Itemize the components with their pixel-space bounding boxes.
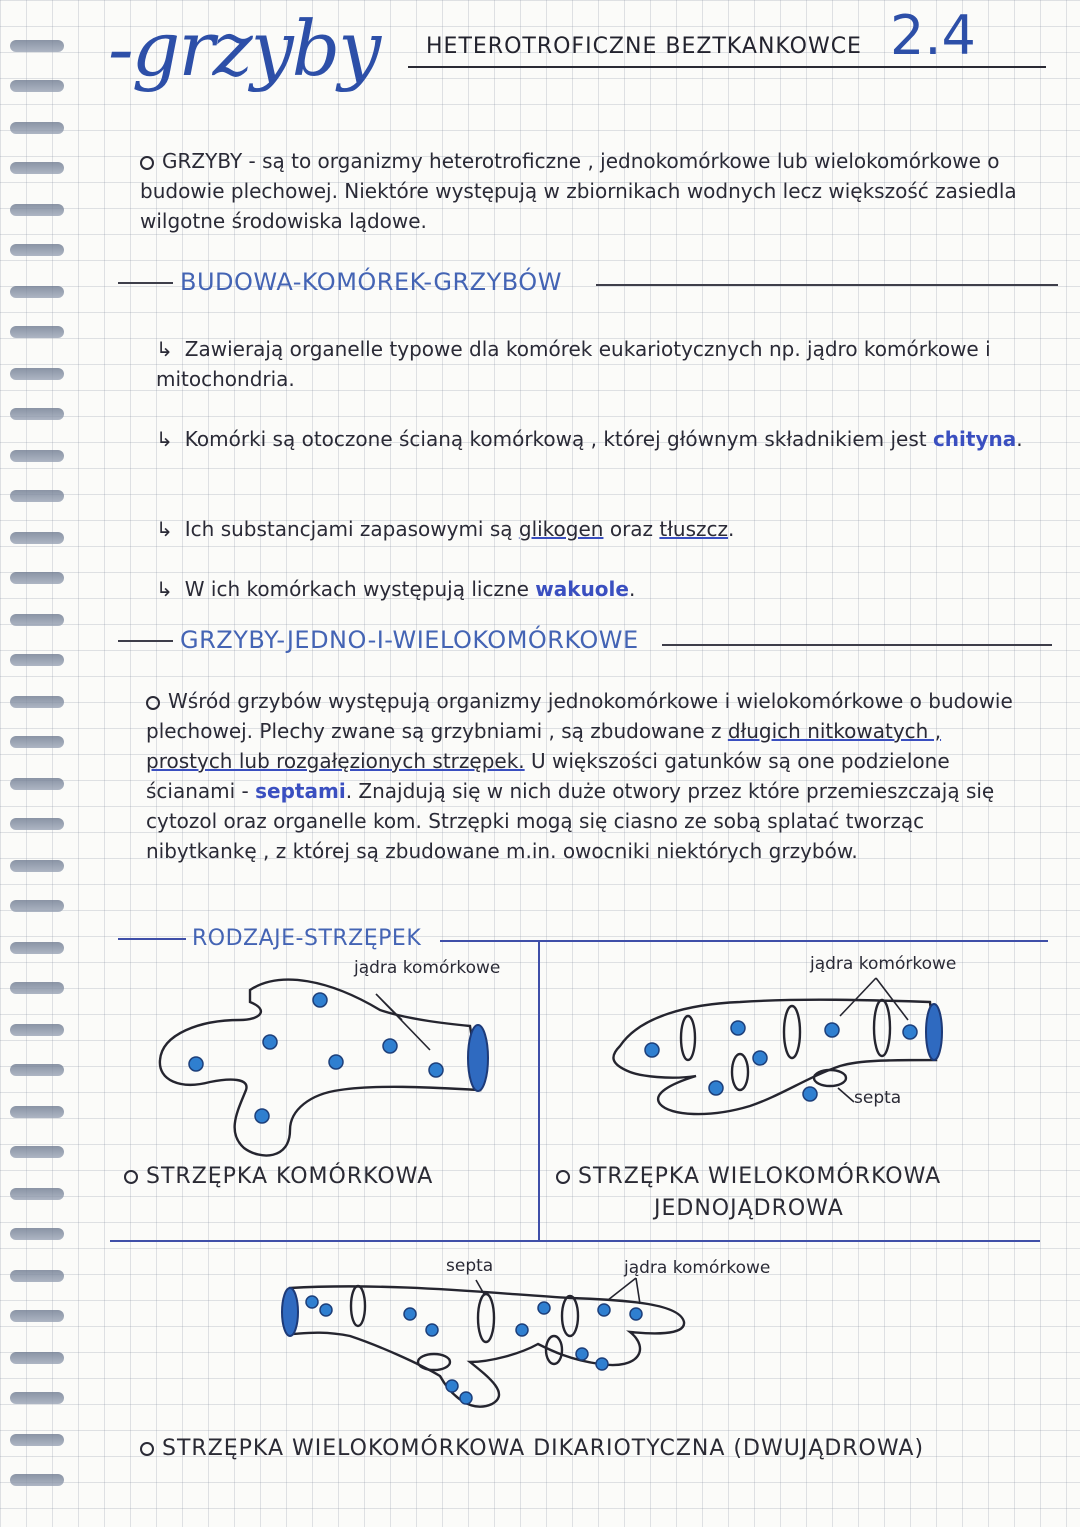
section-heading-jedno: GRZYBY-JEDNO-I-WIELOKOMÓRKOWE [180, 626, 639, 654]
label-nuclei-2: jądra komórkowe [810, 954, 957, 974]
budowa-item4-text: W ich komórkach występują liczne [184, 577, 529, 601]
bullet-icon [140, 156, 154, 170]
intro-lead: GRZYBY [162, 149, 243, 173]
page-subtitle: HETEROTROFICZNE BEZTKANKOWCE [426, 34, 862, 59]
arrow-icon: ↳ [156, 517, 173, 541]
caption-3 [140, 1436, 924, 1461]
section-rule-left [118, 640, 173, 642]
bullet-icon [124, 1170, 138, 1184]
label-nuclei-1: jądra komórkowe [354, 958, 501, 978]
jedno-underlined: długich nitkowatych , prostych lub rozgałęzionych strzępek. [146, 719, 942, 773]
section-rule-right [596, 284, 1058, 286]
list-item [156, 334, 1026, 394]
caption-2-line2: JEDNOJĄDROWA [654, 1196, 844, 1221]
intro-paragraph [140, 146, 1040, 236]
jedno-p1: Wśród grzybów występują organizmy jednokomórkowe i wielokomórkowe o budowie plechowej. Plechy zwane są grzybniami , są zbudowane z [146, 689, 1013, 743]
hypha-septate-mononuclear-diagram [600, 976, 960, 1126]
section-heading-rodzaje: RODZAJE-STRZĘPEK [192, 926, 422, 951]
caption-2 [556, 1164, 941, 1189]
jedno-p2: U większości gatunków są one podzielone ścianami - [146, 749, 950, 803]
hypha-septate-dikaryotic-diagram [270, 1274, 690, 1424]
caption-1-text: STRZĘPKA KOMÓRKOWA [146, 1164, 434, 1189]
arrow-icon: ↳ [156, 577, 173, 601]
bullet-icon [556, 1170, 570, 1184]
section-rule-left [118, 282, 173, 284]
bullet-icon [146, 696, 160, 710]
term-tluszcz: tłuszcz [659, 517, 729, 541]
section-rule-right [440, 940, 1048, 942]
list-item: ↳ Komórki są otoczone ścianą komórkową , której głównym składnikiem jest chityna. [156, 427, 1023, 451]
list-item: ↳ Ich substancjami zapasowymi są glikogen oraz tłuszcz. [156, 517, 735, 541]
caption-3-text: STRZĘPKA WIELOKOMÓRKOWA DIKARIOTYCZNA (DWUJĄDROWA) [162, 1436, 925, 1461]
bullet-icon [140, 1442, 154, 1456]
budowa-item2-text: Komórki są otoczone ścianą komórkową , której głównym składnikiem jest [184, 427, 927, 451]
label-nuclei-3: jądra komórkowe [624, 1258, 771, 1278]
list-item: ↳ W ich komórkach występują liczne wakuole. [156, 577, 636, 601]
jedno-paragraph [146, 686, 1026, 866]
budowa-item1: Zawierają organelle typowe dla komórek eukariotycznych np. jądro komórkowe i mitochondria. [156, 337, 991, 391]
term-glikogen: glikogen [518, 517, 604, 541]
section-rule-right [662, 644, 1052, 646]
notebook-spiral [0, 0, 70, 1527]
diagram-divider-horizontal [110, 1240, 1040, 1242]
section-heading-budowa: BUDOWA-KOMÓREK-GRZYBÓW [180, 268, 562, 296]
label-septa-3: septa [446, 1256, 494, 1276]
intro-text: - są to organizmy heterotroficzne , jednokomórkowe lub wielokomórkowe o budowie plechowej. Niektóre występują w zbiornikach wodnych lecz większość zasiedla wilgotne środowiska lądowe. [140, 149, 1017, 233]
hypha-coenocytic-diagram [140, 960, 520, 1180]
section-rule-left [118, 938, 186, 940]
budowa-item3-mid: oraz [609, 517, 654, 541]
arrow-icon: ↳ [156, 427, 173, 451]
caption-2-line1: STRZĘPKA WIELOKOMÓRKOWA [578, 1164, 942, 1189]
chapter-number: 2.4 [890, 4, 976, 67]
jedno-p3: . Znajdują się w nich duże otwory przez które przemieszczają się cytozol oraz organelle kom. Strzępki mogą się ciasno ze sobą splatać tworząc nibytkankę , z której są zbudowane m.in. owocniki niektórych grzybów. [146, 779, 995, 863]
caption-1 [124, 1164, 433, 1189]
page-title: -grzyby [108, 4, 380, 93]
term-wakuole: wakuole [535, 577, 629, 601]
term-chityna: chityna [932, 427, 1017, 451]
term-septami: septami [255, 779, 346, 803]
label-septa-2: septa [854, 1088, 902, 1108]
arrow-icon: ↳ [156, 337, 173, 361]
diagram-divider-vertical [538, 940, 540, 1242]
budowa-item3-text: Ich substancjami zapasowymi są [184, 517, 513, 541]
